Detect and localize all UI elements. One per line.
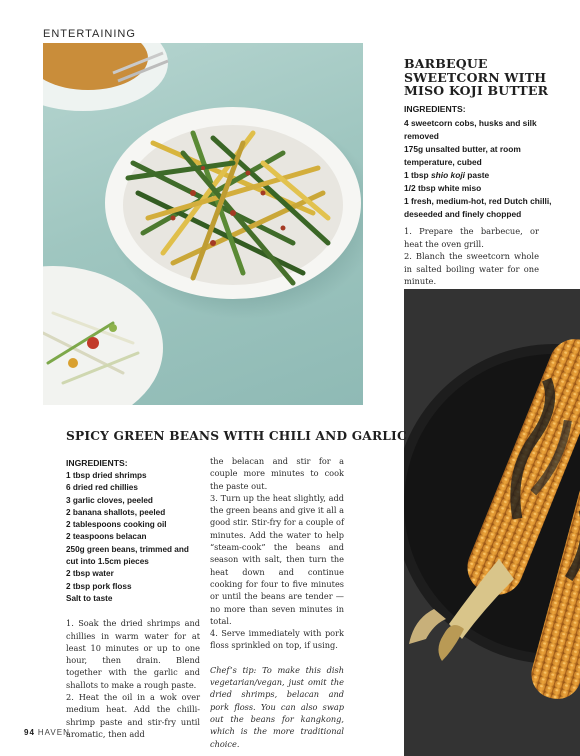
ingredient-item: 2 banana shallots, peeled <box>66 507 166 517</box>
ingredient-item: 2 tbsp pork floss <box>66 581 132 591</box>
page-footer <box>24 728 70 737</box>
method-step: 1. Prepare the barbecue, or heat the oven grill. <box>404 226 539 249</box>
ingredient-item: Salt to taste <box>66 593 113 603</box>
method-step: 3. Turn up the heat slightly, add the green beans and give it all a good stir. Stir-fry for a couple of minutes. Add the water to help “steam-cook” the beans and season with salt, then turn the heat down and continue cooking for four to five minutes or until the beans are tender — no more than seven minutes in total. <box>210 492 344 626</box>
ingredient-item: 4 sweetcorn cobs, husks and silk removed <box>404 118 537 141</box>
beans-recipe-title: SPICY GREEN BEANS WITH CHILI AND GARLIC <box>66 429 407 443</box>
ingredient-item: 3 garlic cloves, peeled <box>66 495 153 505</box>
ingredient-text: paste <box>464 170 490 180</box>
magazine-name: HAVEN <box>37 728 70 737</box>
method-step: 1. Soak the dried shrimps and chillies in warm water for at least 10 minutes or up to one hour, then drain. Blend together with the garlic and shallots to make a rough paste. <box>66 618 200 690</box>
ingredient-item: 2 tbsp water <box>66 569 114 579</box>
ingredient-item: 175g unsalted butter, at room temperature, cubed <box>404 144 521 167</box>
bbq-recipe-title: BARBEQUE SWEETCORN WITH MISO KOJI BUTTER <box>404 56 549 98</box>
ingredient-item: 1 tbsp dried shrimps <box>66 471 147 480</box>
method-step: the belacan and stir for a couple more minutes to cook the paste out. <box>210 456 344 491</box>
green-beans-photo <box>43 43 363 405</box>
section-label: ENTERTAINING <box>43 28 136 40</box>
ingredient-text: 1 tbsp <box>404 170 431 180</box>
beans-steps-right <box>210 455 344 652</box>
beans-ingredient-list <box>66 470 200 605</box>
bbq-ingredient-list <box>404 117 554 221</box>
ingredient-item: 2 teaspoons belacan <box>66 532 147 542</box>
ingredient-item: 2 tablespoons cooking oil <box>66 520 167 530</box>
bbq-steps <box>404 225 539 288</box>
beans-ingredients-heading: INGREDIENTS: <box>66 458 128 468</box>
page-number: 94 <box>24 728 35 737</box>
method-step: 4. Serve immediately with pork floss sprinkled on top, if using. <box>210 628 344 651</box>
recipe-column-left <box>66 457 200 740</box>
sweetcorn-photo <box>404 289 580 756</box>
ingredient-item: 1 fresh, medium-hot, red Dutch chilli, deseeded and finely chopped <box>404 196 552 219</box>
ingredient-item: 6 dried red chillies <box>66 483 138 493</box>
method-step: 2. Heat the oil in a wok over medium heat. Add the chilli-shrimp paste and stir-fry until aromatic, then add <box>66 692 200 739</box>
ingredient-item: 1/2 tbsp white miso <box>404 183 482 193</box>
ingredient-item <box>404 169 554 182</box>
bbq-ingredients-heading: INGREDIENTS: <box>404 104 466 114</box>
chefs-tip: Chef’s tip: To make this dish vegetarian/vegan, just omit the dried shrimps, belacan and pork floss. You can also swap out the beans for kangkong, which is the more traditional choice. <box>210 664 344 749</box>
ingredient-item: 250g green beans, trimmed and cut into 1.5cm pieces <box>66 544 189 567</box>
beans-steps-left <box>66 617 200 740</box>
ingredient-emphasis: shio koji <box>431 170 465 180</box>
recipe-column-right <box>210 455 344 750</box>
method-step: 2. Blanch the sweetcorn whole in salted boiling water for one minute. <box>404 251 539 286</box>
